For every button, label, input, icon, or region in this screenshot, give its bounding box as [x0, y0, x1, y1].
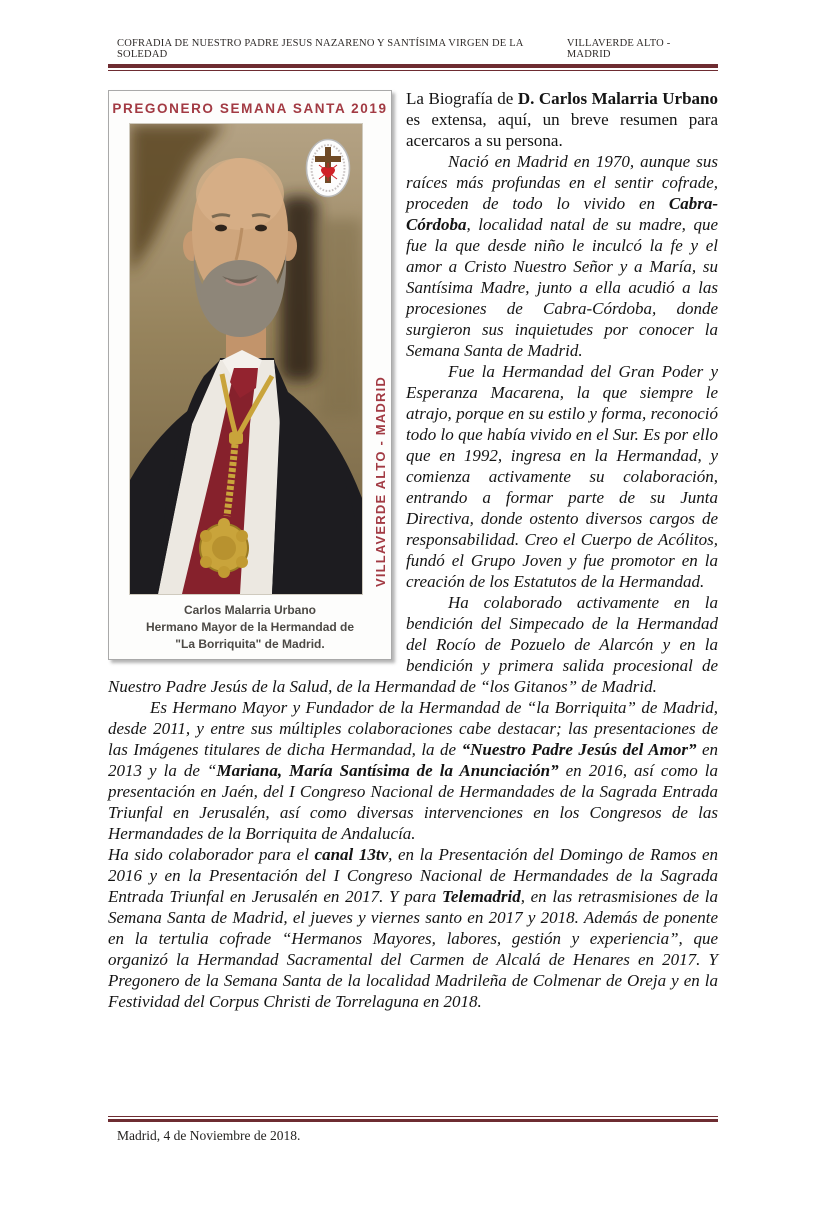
poster-caption-line: Hermano Mayor de la Hermandad de [145, 619, 355, 634]
biography-paragraph: Fue la Hermandad del Gran Poder y Esperanza Macarena, la que siempre le atrajo, porque en su estilo y forma, reconoció todo lo que había vivido en el Sur. Es por ello que en 1992, ingresa en la Hermandad, y comienza activamente su colaboración, entrando a formar parte de su Junta Directiva, donde ostento diversos cargos de responsabilidad. Creo el Cuerpo de Acólitos, fundó el Grupo Joven y fue promotor en la creación de los Estatutos de la Hermandad. [406, 362, 718, 591]
biography-paragraph: Es Hermano Mayor y Fundador de la Hermandad de “la Borriquita” de Madrid, desde 2011, y entre sus múltiples colaboraciones cabe destacar; las presentaciones de las Imágenes titulares de dicha Hermandad, la de “Nuestro Padre Jesús del Amor” en 2013 y la de “Mariana, María Santísima de la Anunciación” en 2016, así como la presentación en Jaén, del I Congreso Nacional de Hermandades de la Sagrada Entrada Triunfal en Jerusalén, así como diversas intervenciones en los Congresos de las Hermandades de la Borriquita de Andalucía. [108, 698, 719, 843]
background-column [320, 219, 362, 419]
header-right-text: VILLAVERDE ALTO - MADRID [566, 38, 671, 60]
poster-caption-line: Carlos Malarria Urbano [183, 603, 317, 617]
eye-right [255, 225, 267, 232]
poster-side-text: VILLAVERDE ALTO - MADRID [373, 375, 388, 587]
footer-date: Madrid, 4 de Noviembre de 2018. [117, 1128, 301, 1143]
bald-crown [196, 158, 284, 230]
poster-caption-line: "La Borriquita" de Madrid. [175, 636, 325, 651]
document-header [108, 38, 718, 64]
document-footer [108, 1116, 718, 1144]
brotherhood-emblem [307, 140, 350, 197]
biography-paragraph: Ha sido colaborador para el canal 13tv, en la Presentación del Domingo de Ramos en 2016 y en la Presentación del I Congreso Nacional de Hermandades de la Sagrada Entrada Triunfal en Jerusalén en 2017. Y para Telemadrid, en las retrasmisiones de la Semana Santa de Madrid, el jueves y viernes santo en 2017 y 2018. Además de ponente en la tertulia cofrade “Hermanos Mayores, labores, gestión y experiencia”, que organizó la Hermandad Sacramental del Carmen de Alcalá de Henares en 2017. Y Pregonero de la Semana Santa de la localidad Madrileña de Colmenar de Oreja y en la Festividad del Corpus Christi de Torrelaguna en 2018. [108, 845, 719, 1011]
footer-rule [108, 1116, 718, 1122]
header-rule [108, 64, 718, 71]
poster-title: PREGONERO SEMANA SANTA 2019 [112, 101, 388, 116]
poster-card [108, 90, 392, 660]
document-page [0, 38, 826, 1207]
biography-paragraph: La Biografía de D. Carlos Malarria Urbano es extensa, aquí, un breve resumen para acercaros a su persona. [406, 89, 718, 150]
poster-caption [109, 602, 391, 652]
biography-paragraph: Nació en Madrid en 1970, aunque sus raíces más profundas en el sentir cofrade, proceden de todo lo vivido en Cabra- Córdoba, localidad natal de su madre, que fue la que desde niño le inculcó la fe y el amor a Cristo Nuestro Señor y a María, su Santísima Madre, junto a ella acudió a las procesiones de Cabra-Córdoba, donde surgieron sus inquietudes por conocer la Semana Santa de Madrid. [406, 152, 718, 360]
header-left-text: COFRADIA DE NUESTRO PADRE JESUS NAZARENO Y SANTÍSIMA VIRGEN DE LA SOLEDAD [117, 38, 524, 60]
eye-left [215, 225, 227, 232]
cord-knot [229, 432, 243, 444]
beard-lower [200, 260, 280, 332]
portrait-illustration [130, 124, 362, 594]
biography-paragraph: Ha colaborado activamente en la bendición del Simpecado de la Hermandad del Rocío de Pozuelo de Alarcón y en la bendición y primera salida procesional de Nuestro Padre Jesús de la Salud, de la Hermandad de “los Gitanos” de Madrid. [108, 593, 718, 696]
portrait-photo [130, 124, 362, 594]
biography-article [108, 88, 718, 1012]
